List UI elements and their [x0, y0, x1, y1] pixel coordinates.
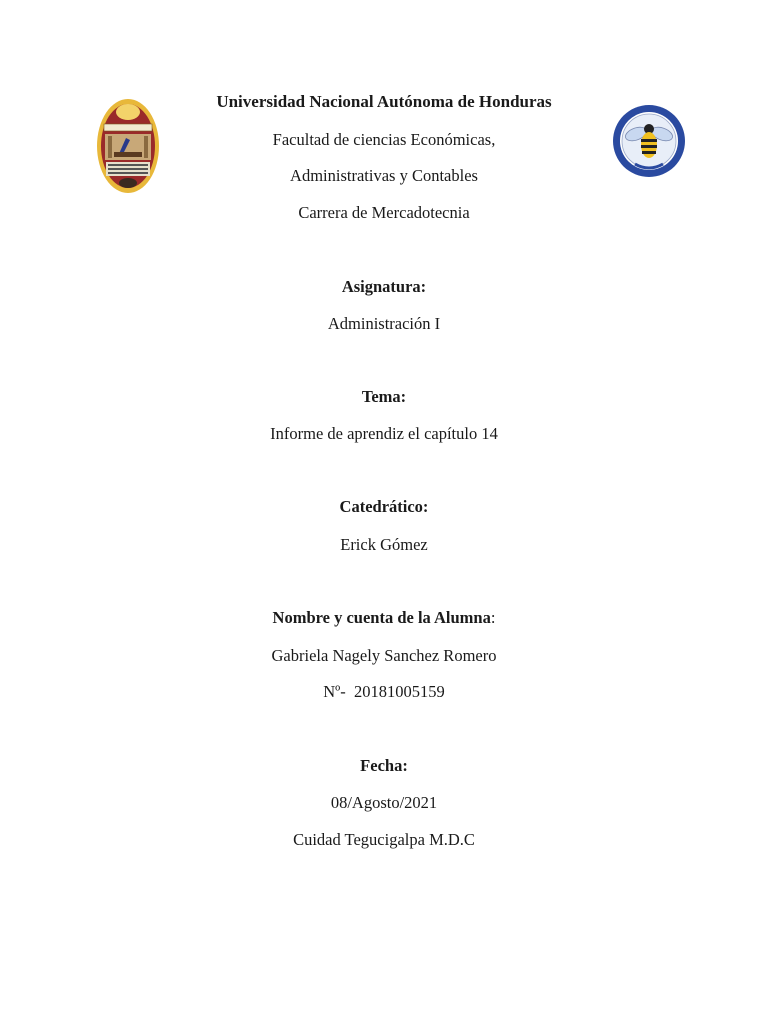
student-account: Nº- 20181005159	[323, 682, 445, 701]
career-name: Carrera de Mercadotecnia	[298, 203, 470, 222]
subject-label: Asignatura:	[341, 277, 427, 296]
professor-name: Erick Gómez	[340, 535, 428, 554]
topic-label: Tema:	[361, 387, 407, 406]
date-label: Fecha:	[360, 756, 408, 775]
student-label-text: Nombre y cuenta de la Alumna	[272, 608, 491, 627]
faculty-line-2: Administrativas y Contables	[290, 166, 478, 185]
student-label-colon: :	[490, 608, 496, 627]
topic-value: Informe de aprendiz el capítulo 14	[270, 424, 498, 443]
professor-label: Catedrático:	[339, 497, 429, 516]
faculty-line-1: Facultad de ciencias Económicas,	[272, 130, 496, 149]
place-value: Cuidad Tegucigalpa M.D.C	[293, 830, 475, 849]
date-value: 08/Agosto/2021	[330, 793, 438, 812]
student-label	[0, 608, 768, 628]
university-name: Universidad Nacional Autónoma de Honduras	[216, 92, 552, 111]
subject-value: Administración I	[327, 314, 441, 333]
student-name: Gabriela Nagely Sanchez Romero	[271, 646, 497, 665]
